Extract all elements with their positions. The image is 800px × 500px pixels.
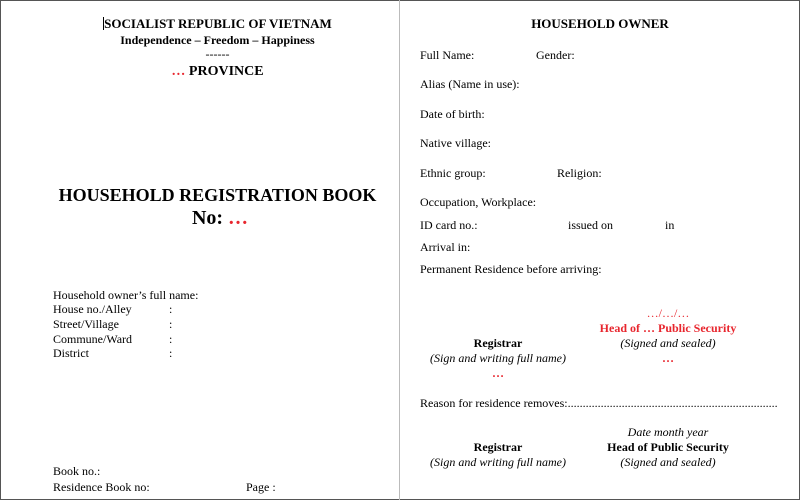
issued-on-label: issued on [568,218,613,232]
country-heading [100,16,335,32]
household-owner-title: HOUSEHOLD OWNER [531,16,669,31]
book-no-footer: Book no.: [53,464,101,478]
country-text: SOCIALIST REPUBLIC OF VIETNAM [104,16,332,31]
religion-label: Religion: [557,166,602,180]
native-village-label: Native village: [420,136,491,150]
head-name-placeholder: … [662,351,674,365]
date-month-year: Date month year [627,425,709,439]
gender-label: Gender: [536,48,575,62]
book-number [145,206,295,230]
motto: Independence – Freedom – Happiness [120,33,315,47]
dob-label: Date of birth: [420,107,485,121]
registrar-heading-2: Registrar [473,440,523,454]
residence-book-no: Residence Book no: [53,480,150,494]
alias-label: Alias (Name in use): [420,77,520,91]
motto-divider: ------ [205,47,230,61]
address-row-house [53,302,233,317]
address-label: District [53,346,89,360]
owner-name-label: Household owner’s full name: [53,288,199,302]
head-public-security-heading-2: Head of Public Security [607,440,729,454]
occupation-label: Occupation, Workplace: [420,195,537,209]
head-sign-note-2: (Signed and sealed) [620,455,716,469]
address-label: House no./Alley [53,302,132,316]
registrar-sign-note-2: (Sign and writing full name) [430,455,566,469]
reason-removes-line [420,396,778,410]
address-colon: : [169,317,173,331]
arrival-in-label: Arrival in: [420,240,471,254]
ethnic-group-label: Ethnic group: [420,166,486,180]
head-public-security-heading: Head of … Public Security [599,321,737,335]
issued-in-label: in [665,218,675,232]
province-text: PROVINCE [188,64,264,79]
address-row-commune [53,332,233,347]
address-label: Street/Village [53,317,119,331]
registrar-sign-note: (Sign and writing full name) [430,351,566,365]
address-row-district [53,346,233,361]
address-colon: : [169,302,173,316]
reason-removes-label: Reason for residence removes: [420,396,568,410]
book-no-value: … [228,207,249,229]
address-colon: : [169,346,173,360]
address-colon: : [169,332,173,346]
id-card-label: ID card no.: [420,218,478,232]
province-heading [120,64,315,81]
province-placeholder: … [171,64,189,79]
permanent-residence-label: Permanent Residence before arriving: [420,262,602,276]
book-title: HOUSEHOLD REGISTRATION BOOK [58,185,377,205]
reason-dotted-line: ...................................................................... [567,396,778,410]
address-row-street [53,317,233,332]
registrar-name-placeholder: … [492,366,504,380]
page-number-label: Page : [246,480,276,494]
head-sign-note: (Signed and sealed) [620,336,716,350]
date-placeholder: …/…/… [646,306,690,320]
full-name-label: Full Name: [420,48,475,62]
book-no-label: No: [191,207,224,229]
registrar-heading: Registrar [473,336,523,350]
page-divider [399,0,400,500]
address-label: Commune/Ward [53,332,133,346]
